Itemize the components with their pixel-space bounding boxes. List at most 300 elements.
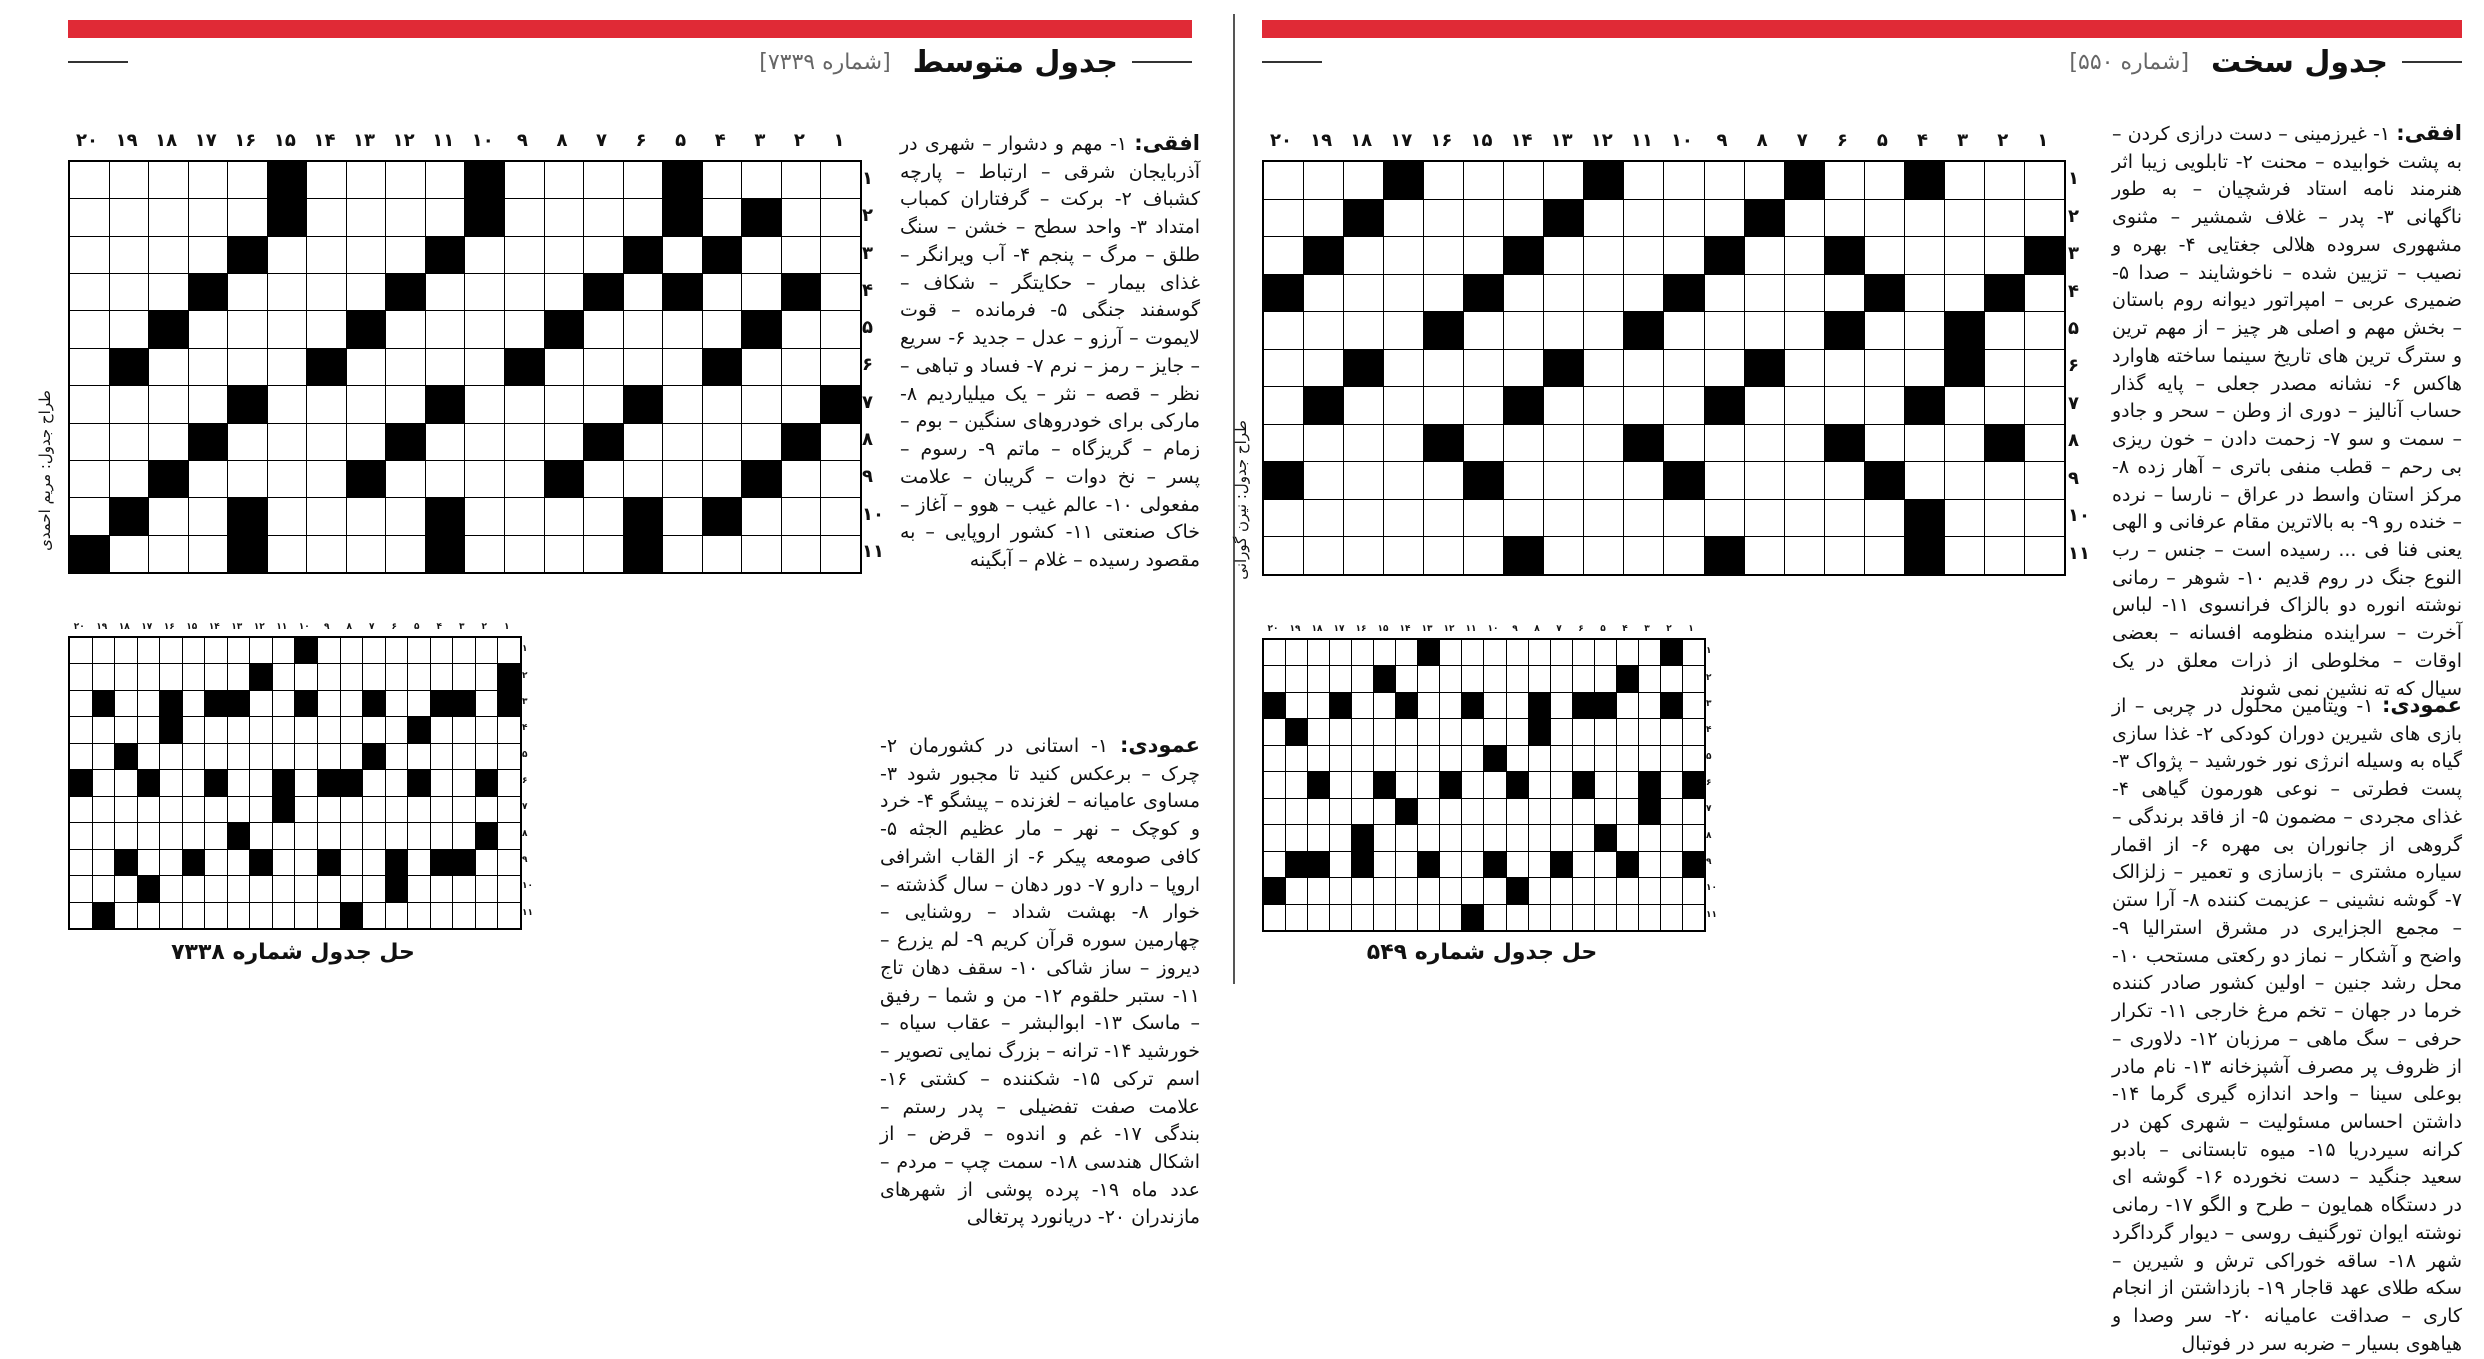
- grid-cell[interactable]: [1785, 237, 1824, 274]
- grid-cell[interactable]: [1344, 312, 1383, 349]
- grid-cell[interactable]: [189, 199, 228, 235]
- grid-cell[interactable]: [1785, 387, 1824, 424]
- grid-cell[interactable]: [307, 199, 346, 235]
- grid-cell[interactable]: [1264, 312, 1303, 349]
- grid-cell[interactable]: [1264, 387, 1303, 424]
- grid-cell[interactable]: [782, 461, 821, 497]
- grid-cell[interactable]: [1664, 200, 1703, 237]
- grid-cell[interactable]: [742, 536, 781, 572]
- grid-cell[interactable]: [1664, 425, 1703, 462]
- grid-cell[interactable]: [1584, 200, 1623, 237]
- grid-cell[interactable]: [386, 311, 425, 347]
- grid-cell[interactable]: [1424, 350, 1463, 387]
- grid-cell[interactable]: [505, 424, 544, 460]
- grid-cell[interactable]: [149, 424, 188, 460]
- grid-cell[interactable]: [505, 536, 544, 572]
- grid-cell[interactable]: [268, 498, 307, 534]
- grid-cell[interactable]: [1865, 312, 1904, 349]
- grid-cell[interactable]: [1344, 275, 1383, 312]
- grid-cell[interactable]: [1264, 162, 1303, 199]
- grid-cell[interactable]: [1785, 500, 1824, 537]
- grid-cell[interactable]: [1985, 387, 2024, 424]
- grid-cell[interactable]: [1584, 275, 1623, 312]
- grid-cell[interactable]: [386, 536, 425, 572]
- grid-cell[interactable]: [1344, 500, 1383, 537]
- grid-cell[interactable]: [1544, 312, 1583, 349]
- grid-cell[interactable]: [1544, 462, 1583, 499]
- grid-cell[interactable]: [1504, 312, 1543, 349]
- grid-cell[interactable]: [149, 536, 188, 572]
- grid-cell[interactable]: [584, 199, 623, 235]
- grid-cell[interactable]: [1304, 500, 1343, 537]
- grid-cell[interactable]: [1785, 200, 1824, 237]
- grid-cell[interactable]: [307, 461, 346, 497]
- grid-cell[interactable]: [70, 498, 109, 534]
- grid-cell[interactable]: [1544, 500, 1583, 537]
- grid-cell[interactable]: [1464, 387, 1503, 424]
- grid-cell[interactable]: [1624, 350, 1663, 387]
- grid-cell[interactable]: [742, 386, 781, 422]
- grid-cell[interactable]: [545, 386, 584, 422]
- grid-cell[interactable]: [1785, 462, 1824, 499]
- grid-cell[interactable]: [663, 424, 702, 460]
- grid-cell[interactable]: [307, 386, 346, 422]
- grid-cell[interactable]: [1865, 237, 1904, 274]
- grid-cell[interactable]: [1785, 275, 1824, 312]
- grid-cell[interactable]: [1745, 462, 1784, 499]
- grid-cell[interactable]: [2025, 387, 2064, 424]
- grid-cell[interactable]: [1785, 537, 1824, 574]
- grid-cell[interactable]: [545, 498, 584, 534]
- grid-cell[interactable]: [1464, 312, 1503, 349]
- grid-cell[interactable]: [426, 274, 465, 310]
- grid-cell[interactable]: [1464, 162, 1503, 199]
- grid-cell[interactable]: [189, 461, 228, 497]
- grid-cell[interactable]: [545, 349, 584, 385]
- grid-cell[interactable]: [703, 274, 742, 310]
- grid-cell[interactable]: [1785, 425, 1824, 462]
- grid-cell[interactable]: [1705, 350, 1744, 387]
- grid-cell[interactable]: [110, 162, 149, 198]
- grid-cell[interactable]: [1424, 462, 1463, 499]
- grid-cell[interactable]: [703, 424, 742, 460]
- grid-cell[interactable]: [70, 311, 109, 347]
- grid-cell[interactable]: [70, 274, 109, 310]
- grid-cell[interactable]: [268, 237, 307, 273]
- grid-cell[interactable]: [821, 536, 860, 572]
- grid-cell[interactable]: [189, 386, 228, 422]
- grid-cell[interactable]: [347, 536, 386, 572]
- grid-cell[interactable]: [110, 237, 149, 273]
- grid-cell[interactable]: [1264, 537, 1303, 574]
- grid-cell[interactable]: [2025, 350, 2064, 387]
- grid-cell[interactable]: [1985, 500, 2024, 537]
- grid-cell[interactable]: [465, 498, 504, 534]
- grid-cell[interactable]: [1664, 500, 1703, 537]
- grid-cell[interactable]: [584, 162, 623, 198]
- grid-cell[interactable]: [1384, 462, 1423, 499]
- grid-cell[interactable]: [1945, 462, 1984, 499]
- grid-cell[interactable]: [1304, 312, 1343, 349]
- grid-cell[interactable]: [1264, 200, 1303, 237]
- grid-cell[interactable]: [228, 162, 267, 198]
- grid-cell[interactable]: [189, 498, 228, 534]
- grid-cell[interactable]: [1464, 350, 1503, 387]
- grid-cell[interactable]: [1544, 387, 1583, 424]
- grid-cell[interactable]: [703, 311, 742, 347]
- grid-cell[interactable]: [1705, 425, 1744, 462]
- grid-cell[interactable]: [584, 237, 623, 273]
- grid-cell[interactable]: [1664, 162, 1703, 199]
- grid-cell[interactable]: [821, 349, 860, 385]
- grid-cell[interactable]: [2025, 537, 2064, 574]
- grid-cell[interactable]: [1304, 462, 1343, 499]
- grid-cell[interactable]: [1304, 200, 1343, 237]
- grid-cell[interactable]: [1705, 200, 1744, 237]
- grid-cell[interactable]: [1584, 312, 1623, 349]
- grid-cell[interactable]: [1264, 350, 1303, 387]
- grid-cell[interactable]: [307, 498, 346, 534]
- grid-cell[interactable]: [1384, 312, 1423, 349]
- grid-cell[interactable]: [1584, 237, 1623, 274]
- grid-cell[interactable]: [1384, 237, 1423, 274]
- grid-cell[interactable]: [703, 461, 742, 497]
- grid-cell[interactable]: [1464, 200, 1503, 237]
- grid-cell[interactable]: [1865, 350, 1904, 387]
- grid-cell[interactable]: [307, 274, 346, 310]
- crossword-grid[interactable]: [1262, 160, 2066, 576]
- grid-cell[interactable]: [70, 424, 109, 460]
- grid-cell[interactable]: [1424, 387, 1463, 424]
- grid-cell[interactable]: [584, 461, 623, 497]
- grid-cell[interactable]: [347, 274, 386, 310]
- grid-cell[interactable]: [1945, 387, 1984, 424]
- grid-cell[interactable]: [1865, 387, 1904, 424]
- grid-cell[interactable]: [1344, 237, 1383, 274]
- grid-cell[interactable]: [268, 274, 307, 310]
- grid-cell[interactable]: [189, 311, 228, 347]
- grid-cell[interactable]: [1905, 312, 1944, 349]
- grid-cell[interactable]: [347, 386, 386, 422]
- grid-cell[interactable]: [465, 536, 504, 572]
- grid-cell[interactable]: [149, 162, 188, 198]
- grid-cell[interactable]: [268, 386, 307, 422]
- grid-cell[interactable]: [110, 311, 149, 347]
- grid-cell[interactable]: [1304, 162, 1343, 199]
- grid-cell[interactable]: [465, 424, 504, 460]
- grid-cell[interactable]: [703, 386, 742, 422]
- grid-cell[interactable]: [1825, 462, 1864, 499]
- grid-cell[interactable]: [663, 536, 702, 572]
- grid-cell[interactable]: [70, 461, 109, 497]
- grid-cell[interactable]: [742, 498, 781, 534]
- grid-cell[interactable]: [1544, 275, 1583, 312]
- grid-cell[interactable]: [505, 311, 544, 347]
- grid-cell[interactable]: [2025, 275, 2064, 312]
- grid-cell[interactable]: [1344, 387, 1383, 424]
- grid-cell[interactable]: [1825, 387, 1864, 424]
- grid-cell[interactable]: [149, 274, 188, 310]
- grid-cell[interactable]: [386, 162, 425, 198]
- grid-cell[interactable]: [386, 199, 425, 235]
- grid-cell[interactable]: [307, 311, 346, 347]
- grid-cell[interactable]: [426, 349, 465, 385]
- grid-cell[interactable]: [1745, 162, 1784, 199]
- grid-cell[interactable]: [545, 274, 584, 310]
- grid-cell[interactable]: [1424, 200, 1463, 237]
- grid-cell[interactable]: [149, 498, 188, 534]
- grid-cell[interactable]: [1825, 200, 1864, 237]
- grid-cell[interactable]: [1424, 275, 1463, 312]
- grid-cell[interactable]: [228, 199, 267, 235]
- grid-cell[interactable]: [505, 274, 544, 310]
- grid-cell[interactable]: [1384, 200, 1423, 237]
- grid-cell[interactable]: [110, 461, 149, 497]
- grid-cell[interactable]: [307, 162, 346, 198]
- grid-cell[interactable]: [1344, 162, 1383, 199]
- grid-cell[interactable]: [149, 349, 188, 385]
- grid-cell[interactable]: [1624, 237, 1663, 274]
- grid-cell[interactable]: [821, 424, 860, 460]
- grid-cell[interactable]: [505, 162, 544, 198]
- grid-cell[interactable]: [426, 311, 465, 347]
- grid-cell[interactable]: [386, 386, 425, 422]
- grid-cell[interactable]: [1424, 537, 1463, 574]
- grid-cell[interactable]: [1945, 200, 1984, 237]
- grid-cell[interactable]: [1825, 537, 1864, 574]
- grid-cell[interactable]: [1304, 425, 1343, 462]
- grid-cell[interactable]: [1504, 275, 1543, 312]
- grid-cell[interactable]: [149, 237, 188, 273]
- grid-cell[interactable]: [742, 237, 781, 273]
- grid-cell[interactable]: [1745, 312, 1784, 349]
- grid-cell[interactable]: [1264, 500, 1303, 537]
- grid-cell[interactable]: [1424, 500, 1463, 537]
- grid-cell[interactable]: [782, 386, 821, 422]
- grid-cell[interactable]: [1544, 425, 1583, 462]
- grid-cell[interactable]: [1745, 537, 1784, 574]
- grid-cell[interactable]: [663, 311, 702, 347]
- grid-cell[interactable]: [426, 461, 465, 497]
- grid-cell[interactable]: [663, 237, 702, 273]
- grid-cell[interactable]: [1504, 462, 1543, 499]
- grid-cell[interactable]: [821, 311, 860, 347]
- grid-cell[interactable]: [307, 424, 346, 460]
- grid-cell[interactable]: [1785, 350, 1824, 387]
- grid-cell[interactable]: [465, 461, 504, 497]
- grid-cell[interactable]: [1624, 462, 1663, 499]
- grid-cell[interactable]: [782, 237, 821, 273]
- grid-cell[interactable]: [1945, 237, 1984, 274]
- grid-cell[interactable]: [268, 461, 307, 497]
- grid-cell[interactable]: [545, 424, 584, 460]
- grid-cell[interactable]: [821, 162, 860, 198]
- grid-cell[interactable]: [1304, 350, 1343, 387]
- grid-cell[interactable]: [1504, 162, 1543, 199]
- grid-cell[interactable]: [1384, 350, 1423, 387]
- grid-cell[interactable]: [1745, 237, 1784, 274]
- grid-cell[interactable]: [307, 237, 346, 273]
- grid-cell[interactable]: [821, 461, 860, 497]
- grid-cell[interactable]: [1504, 350, 1543, 387]
- grid-cell[interactable]: [1344, 537, 1383, 574]
- grid-cell[interactable]: [1865, 537, 1904, 574]
- grid-cell[interactable]: [782, 311, 821, 347]
- grid-cell[interactable]: [663, 461, 702, 497]
- grid-cell[interactable]: [1945, 162, 1984, 199]
- grid-cell[interactable]: [1584, 350, 1623, 387]
- grid-cell[interactable]: [1985, 237, 2024, 274]
- grid-cell[interactable]: [1825, 350, 1864, 387]
- grid-cell[interactable]: [1624, 162, 1663, 199]
- grid-cell[interactable]: [386, 349, 425, 385]
- grid-cell[interactable]: [1384, 500, 1423, 537]
- grid-cell[interactable]: [782, 162, 821, 198]
- grid-cell[interactable]: [1344, 425, 1383, 462]
- grid-cell[interactable]: [1584, 462, 1623, 499]
- grid-cell[interactable]: [703, 162, 742, 198]
- grid-cell[interactable]: [742, 424, 781, 460]
- grid-cell[interactable]: [584, 498, 623, 534]
- grid-cell[interactable]: [2025, 200, 2064, 237]
- grid-cell[interactable]: [1945, 275, 1984, 312]
- grid-cell[interactable]: [228, 461, 267, 497]
- grid-cell[interactable]: [1504, 500, 1543, 537]
- grid-cell[interactable]: [1985, 462, 2024, 499]
- grid-cell[interactable]: [1544, 237, 1583, 274]
- grid-cell[interactable]: [663, 498, 702, 534]
- grid-cell[interactable]: [703, 536, 742, 572]
- grid-cell[interactable]: [1624, 537, 1663, 574]
- grid-cell[interactable]: [1424, 237, 1463, 274]
- grid-cell[interactable]: [1865, 200, 1904, 237]
- grid-cell[interactable]: [742, 349, 781, 385]
- grid-cell[interactable]: [347, 498, 386, 534]
- grid-cell[interactable]: [347, 199, 386, 235]
- grid-cell[interactable]: [1905, 275, 1944, 312]
- grid-cell[interactable]: [1745, 500, 1784, 537]
- grid-cell[interactable]: [268, 424, 307, 460]
- grid-cell[interactable]: [624, 274, 663, 310]
- grid-cell[interactable]: [465, 386, 504, 422]
- grid-cell[interactable]: [2025, 462, 2064, 499]
- grid-cell[interactable]: [1985, 350, 2024, 387]
- grid-cell[interactable]: [1664, 350, 1703, 387]
- grid-cell[interactable]: [782, 498, 821, 534]
- grid-cell[interactable]: [1384, 387, 1423, 424]
- grid-cell[interactable]: [1745, 425, 1784, 462]
- grid-cell[interactable]: [545, 536, 584, 572]
- grid-cell[interactable]: [821, 199, 860, 235]
- grid-cell[interactable]: [703, 199, 742, 235]
- grid-cell[interactable]: [347, 424, 386, 460]
- grid-cell[interactable]: [386, 461, 425, 497]
- grid-cell[interactable]: [189, 237, 228, 273]
- grid-cell[interactable]: [465, 274, 504, 310]
- grid-cell[interactable]: [782, 536, 821, 572]
- grid-cell[interactable]: [347, 349, 386, 385]
- grid-cell[interactable]: [307, 536, 346, 572]
- grid-cell[interactable]: [624, 349, 663, 385]
- grid-cell[interactable]: [347, 162, 386, 198]
- grid-cell[interactable]: [110, 424, 149, 460]
- grid-cell[interactable]: [228, 424, 267, 460]
- grid-cell[interactable]: [228, 274, 267, 310]
- grid-cell[interactable]: [1705, 500, 1744, 537]
- grid-cell[interactable]: [1745, 387, 1784, 424]
- grid-cell[interactable]: [505, 199, 544, 235]
- grid-cell[interactable]: [1264, 425, 1303, 462]
- grid-cell[interactable]: [386, 498, 425, 534]
- grid-cell[interactable]: [545, 237, 584, 273]
- grid-cell[interactable]: [1464, 237, 1503, 274]
- grid-cell[interactable]: [624, 424, 663, 460]
- grid-cell[interactable]: [2025, 312, 2064, 349]
- grid-cell[interactable]: [505, 498, 544, 534]
- grid-cell[interactable]: [584, 536, 623, 572]
- grid-cell[interactable]: [1384, 425, 1423, 462]
- grid-cell[interactable]: [584, 349, 623, 385]
- grid-cell[interactable]: [1865, 500, 1904, 537]
- grid-cell[interactable]: [228, 349, 267, 385]
- grid-cell[interactable]: [426, 424, 465, 460]
- grid-cell[interactable]: [1705, 275, 1744, 312]
- grid-cell[interactable]: [465, 349, 504, 385]
- grid-cell[interactable]: [110, 386, 149, 422]
- grid-cell[interactable]: [1985, 537, 2024, 574]
- grid-cell[interactable]: [505, 461, 544, 497]
- grid-cell[interactable]: [268, 536, 307, 572]
- grid-cell[interactable]: [1464, 500, 1503, 537]
- grid-cell[interactable]: [584, 386, 623, 422]
- grid-cell[interactable]: [1664, 537, 1703, 574]
- grid-cell[interactable]: [149, 199, 188, 235]
- grid-cell[interactable]: [1664, 387, 1703, 424]
- grid-cell[interactable]: [1785, 312, 1824, 349]
- grid-cell[interactable]: [1544, 537, 1583, 574]
- grid-cell[interactable]: [545, 199, 584, 235]
- grid-cell[interactable]: [1584, 500, 1623, 537]
- grid-cell[interactable]: [545, 162, 584, 198]
- grid-cell[interactable]: [1705, 462, 1744, 499]
- grid-cell[interactable]: [1464, 537, 1503, 574]
- grid-cell[interactable]: [1264, 237, 1303, 274]
- grid-cell[interactable]: [1825, 162, 1864, 199]
- grid-cell[interactable]: [110, 199, 149, 235]
- grid-cell[interactable]: [347, 237, 386, 273]
- grid-cell[interactable]: [1584, 425, 1623, 462]
- grid-cell[interactable]: [742, 274, 781, 310]
- grid-cell[interactable]: [110, 536, 149, 572]
- grid-cell[interactable]: [624, 461, 663, 497]
- grid-cell[interactable]: [1825, 275, 1864, 312]
- grid-cell[interactable]: [149, 386, 188, 422]
- grid-cell[interactable]: [189, 349, 228, 385]
- grid-cell[interactable]: [663, 349, 702, 385]
- grid-cell[interactable]: [1584, 387, 1623, 424]
- grid-cell[interactable]: [1905, 200, 1944, 237]
- grid-cell[interactable]: [426, 199, 465, 235]
- grid-cell[interactable]: [1905, 425, 1944, 462]
- grid-cell[interactable]: [1624, 387, 1663, 424]
- grid-cell[interactable]: [189, 162, 228, 198]
- grid-cell[interactable]: [1504, 200, 1543, 237]
- grid-cell[interactable]: [1304, 275, 1343, 312]
- grid-cell[interactable]: [2025, 425, 2064, 462]
- grid-cell[interactable]: [70, 199, 109, 235]
- grid-cell[interactable]: [70, 162, 109, 198]
- grid-cell[interactable]: [1624, 275, 1663, 312]
